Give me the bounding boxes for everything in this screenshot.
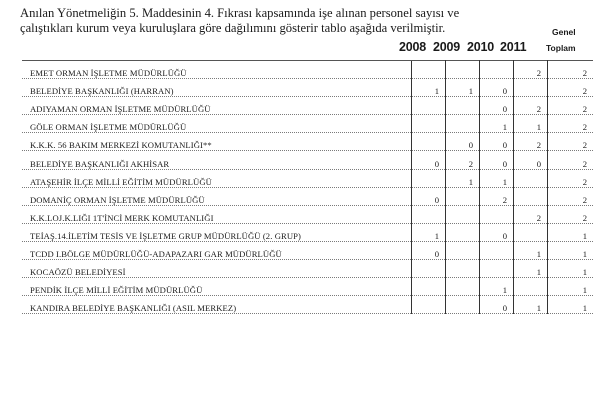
value-2010 [480, 260, 514, 278]
table-row [22, 223, 593, 241]
value-2010: 0 [480, 151, 514, 169]
intro-line-2: çalıştıkları kurum veya kuruluşlara göre dağılımını gösterir tablo aşağıda verilmiştir. [20, 21, 446, 35]
value-2010: 0 [480, 133, 514, 151]
value-2011: 0 [514, 151, 548, 169]
institution-name: TEİAŞ.14.İLETİM TESİS VE İŞLETME GRUP MÜDÜRLÜĞÜ (2. GRUP) [22, 223, 412, 241]
value-2009: 1 [446, 169, 480, 187]
header-year-2011: 2011 [500, 40, 527, 54]
value-total: 1 [548, 260, 594, 278]
value-2010: 2 [480, 187, 514, 205]
value-2008: 1 [412, 79, 446, 97]
value-2011 [514, 187, 548, 205]
table-row [22, 205, 593, 223]
institution-name: BELEDİYE BAŞKANLIĞI (HARRAN) [22, 79, 412, 97]
value-2008 [412, 61, 446, 79]
value-2009 [446, 187, 480, 205]
institution-name: EMET ORMAN İŞLETME MÜDÜRLÜĞÜ [22, 61, 412, 79]
value-2011: 2 [514, 205, 548, 223]
table-row [22, 133, 593, 151]
institution-name: K.K.K. 56 BAKIM MERKEZİ KOMUTANLIĞI** [22, 133, 412, 151]
value-2008: 1 [412, 223, 446, 241]
value-2011: 1 [514, 296, 548, 314]
value-2010: 1 [480, 278, 514, 296]
personnel-table [22, 60, 593, 314]
value-total: 2 [548, 133, 594, 151]
table-row [22, 79, 593, 97]
header-year-2010: 2010 [467, 40, 495, 54]
value-2009 [446, 115, 480, 133]
table-row [22, 260, 593, 278]
table-row [22, 296, 593, 314]
value-2008 [412, 260, 446, 278]
header-year-2008: 2008 [399, 40, 427, 54]
value-2010: 0 [480, 97, 514, 115]
value-2009 [446, 205, 480, 223]
value-2011: 2 [514, 133, 548, 151]
value-total: 2 [548, 205, 594, 223]
value-total: 2 [548, 187, 594, 205]
value-2010 [480, 61, 514, 79]
table-row [22, 169, 593, 187]
value-2008 [412, 97, 446, 115]
table-row [22, 241, 593, 259]
header-total-line-2: Toplam [546, 43, 576, 53]
table-row [22, 151, 593, 169]
value-2009 [446, 61, 480, 79]
value-2009 [446, 97, 480, 115]
institution-name: DOMANİÇ ORMAN İŞLETME MÜDÜRLÜĞÜ [22, 187, 412, 205]
value-2009: 1 [446, 79, 480, 97]
value-2008 [412, 205, 446, 223]
value-2010: 1 [480, 169, 514, 187]
value-2010 [480, 205, 514, 223]
value-2008: 0 [412, 151, 446, 169]
value-2011 [514, 223, 548, 241]
value-total: 1 [548, 296, 594, 314]
value-total: 2 [548, 79, 594, 97]
value-2009 [446, 278, 480, 296]
value-2008: 0 [412, 241, 446, 259]
value-2010: 1 [480, 115, 514, 133]
value-total: 2 [548, 151, 594, 169]
value-2011 [514, 79, 548, 97]
value-total: 1 [548, 278, 594, 296]
value-2008 [412, 115, 446, 133]
value-2011: 1 [514, 241, 548, 259]
value-total: 2 [548, 115, 594, 133]
intro-paragraph [20, 6, 560, 36]
value-2009: 2 [446, 151, 480, 169]
institution-name: TCDD I.BÖLGE MÜDÜRLÜĞÜ-ADAPAZARI GAR MÜDÜRLÜĞÜ [22, 241, 412, 259]
value-2010: 0 [480, 79, 514, 97]
value-2008 [412, 278, 446, 296]
value-2009 [446, 260, 480, 278]
value-total: 2 [548, 97, 594, 115]
personnel-table-body [22, 61, 593, 314]
value-2011 [514, 169, 548, 187]
value-2010: 0 [480, 223, 514, 241]
value-total: 2 [548, 169, 594, 187]
value-2008 [412, 133, 446, 151]
value-2009 [446, 241, 480, 259]
institution-name: ATAŞEHİR İLÇE MİLLİ EĞİTİM MÜDÜRLÜĞÜ [22, 169, 412, 187]
value-2010 [480, 241, 514, 259]
value-2011: 2 [514, 61, 548, 79]
table-row [22, 97, 593, 115]
value-2008 [412, 169, 446, 187]
value-2009 [446, 223, 480, 241]
value-2010: 0 [480, 296, 514, 314]
institution-name: GÖLE ORMAN İŞLETME MÜDÜRLÜĞÜ [22, 115, 412, 133]
table-row [22, 187, 593, 205]
value-2011: 2 [514, 97, 548, 115]
header-year-2009: 2009 [433, 40, 461, 54]
value-2009: 0 [446, 133, 480, 151]
value-2011: 1 [514, 260, 548, 278]
header-total-line-1: Genel [552, 27, 576, 37]
institution-name: BELEDİYE BAŞKANLIĞI AKHİSAR [22, 151, 412, 169]
table-row [22, 278, 593, 296]
intro-line-1: Anılan Yönetmeliğin 5. Maddesinin 4. Fıkrası kapsamında işe alınan personel sayısı ve [20, 6, 460, 20]
institution-name: KOCAÖZÜ BELEDİYESİ [22, 260, 412, 278]
value-2008 [412, 296, 446, 314]
institution-name: ADIYAMAN ORMAN İŞLETME MÜDÜRLÜĞÜ [22, 97, 412, 115]
institution-name: PENDİK İLÇE MİLLİ EĞİTİM MÜDÜRLÜĞÜ [22, 278, 412, 296]
value-2008: 0 [412, 187, 446, 205]
table-row [22, 61, 593, 79]
value-2009 [446, 296, 480, 314]
value-2011: 1 [514, 115, 548, 133]
value-total: 2 [548, 61, 594, 79]
value-2011 [514, 278, 548, 296]
value-total: 1 [548, 241, 594, 259]
institution-name: K.K.LOJ.K.LIĞI 1T'İNCİ MERK KOMUTANLIĞI [22, 205, 412, 223]
institution-name: KANDIRA BELEDİYE BAŞKANLIĞI (ASIL MERKEZ) [22, 296, 412, 314]
value-total: 1 [548, 223, 594, 241]
table-row [22, 115, 593, 133]
